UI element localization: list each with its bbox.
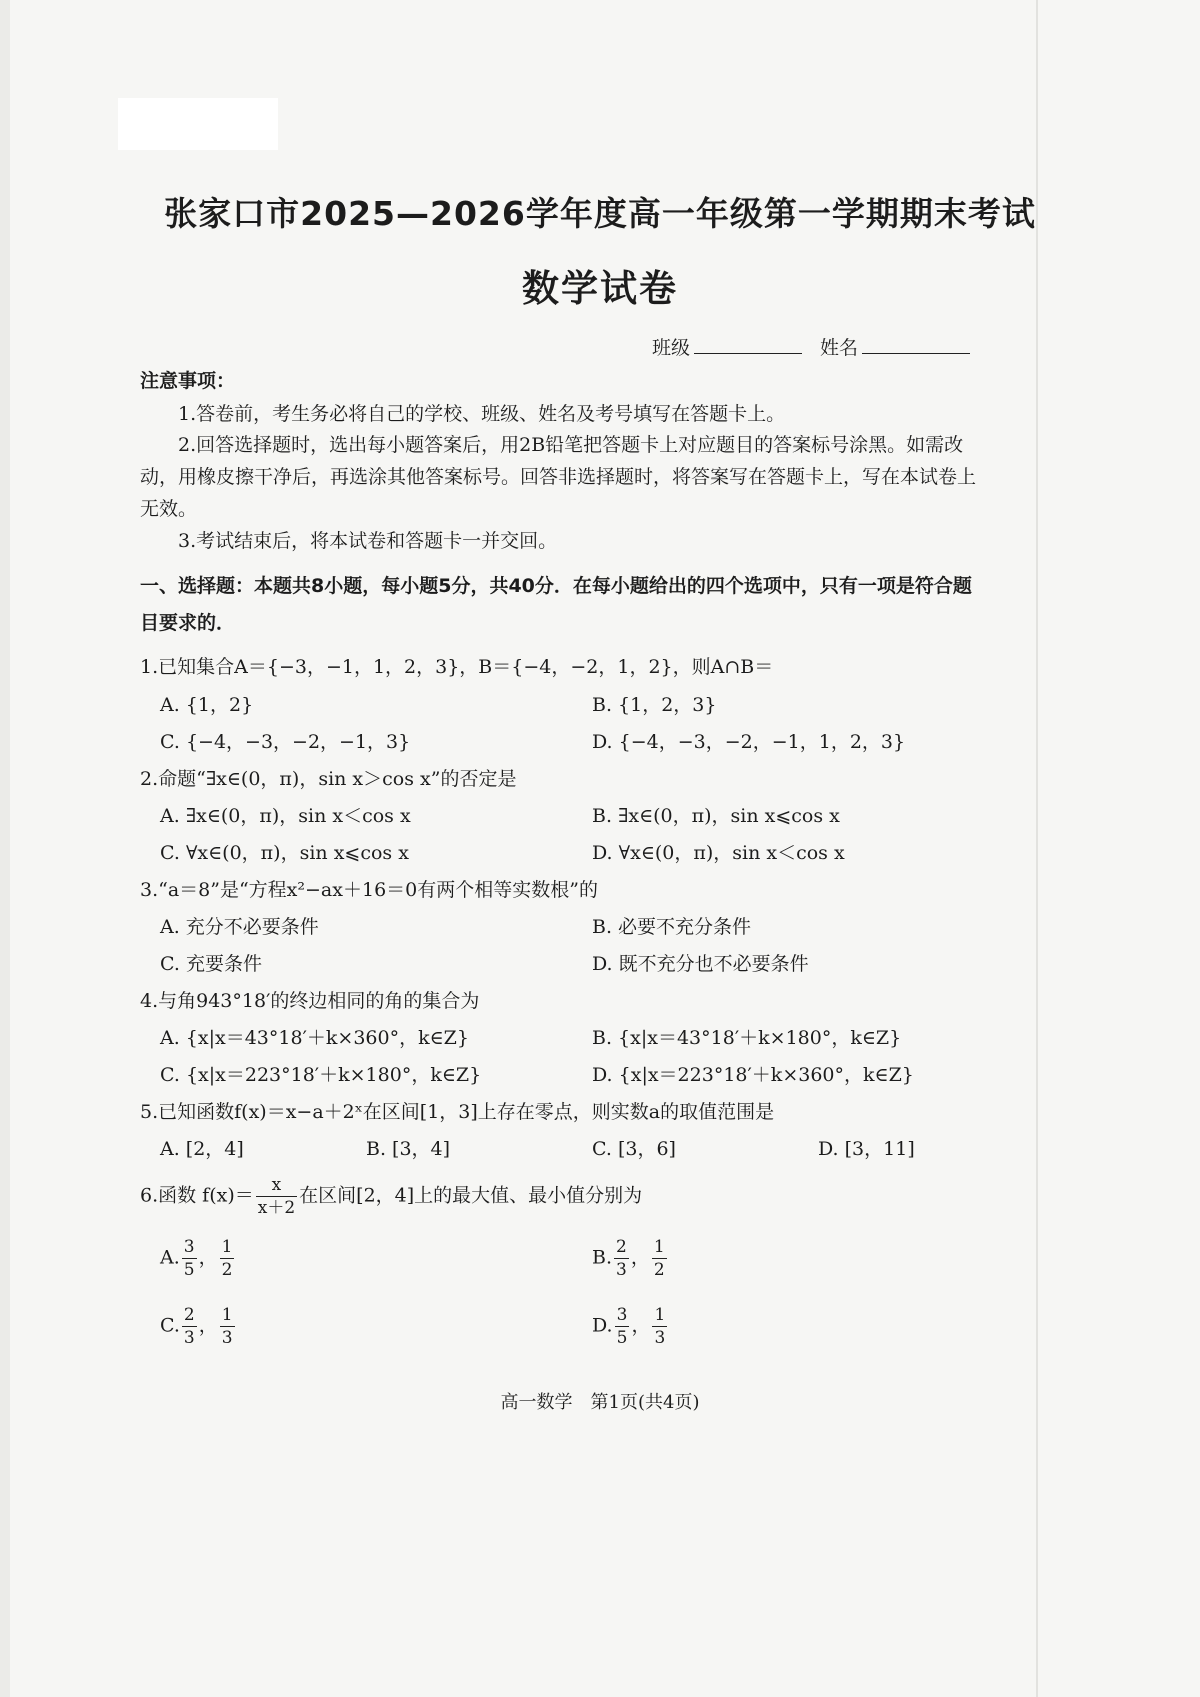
- fraction-numerator: 1: [221, 1305, 233, 1325]
- question-3-option-d: D. 既不充分也不必要条件: [592, 953, 809, 975]
- question-6-stem: [140, 1174, 642, 1219]
- question-3-option-c: C. 充要条件: [160, 953, 262, 975]
- blank-patch: [118, 98, 278, 150]
- question-2-option-a: A. ∃x∈(0，π)，sin x＜cos x: [160, 805, 411, 827]
- option-fraction-min: [220, 1236, 235, 1281]
- fraction-denominator: x＋2: [257, 1198, 296, 1218]
- name-blank: [862, 335, 970, 354]
- option-fraction-max: [182, 1304, 197, 1349]
- fraction-numerator: 1: [653, 1237, 665, 1257]
- notice-3: 3.考试结束后，将本试卷和答题卡一并交回。: [178, 530, 558, 552]
- question-6-fraction: [256, 1174, 297, 1219]
- name-label: 姓名: [820, 337, 859, 359]
- question-5-option-b: B. [3，4]: [366, 1138, 451, 1160]
- question-2-option-d: D. ∀x∈(0，π)，sin x＜cos x: [592, 842, 845, 864]
- option-label: B.: [592, 1246, 613, 1269]
- option-fraction-min: [652, 1304, 667, 1349]
- section-heading: 一、选择题：本题共8小题，每小题5分，共40分．在每小题给出的四个选项中，只有一项是符合题目要求的．: [140, 575, 972, 634]
- question-3-stem: 3.“a＝8”是“方程x²−ax＋16＝0有两个相等实数根”的: [140, 879, 598, 901]
- question-3-option-a: A. 充分不必要条件: [160, 916, 319, 938]
- fraction-denominator: 2: [221, 1260, 233, 1280]
- option-label: C.: [160, 1314, 180, 1337]
- question-1-stem: 1.已知集合A＝{−3，−1，1，2，3}，B＝{−4，−2，1，2}，则A∩B＝: [140, 656, 774, 678]
- question-6-option-b: B. $\frac{2}{3}$ ， $\frac{1}{2}$: [592, 1237, 665, 1280]
- question-6-option-c: C. $\frac{2}{3}$ ， $\frac{1}{3}$: [160, 1305, 233, 1348]
- question-4-option-b: B. {x|x＝43°18′＋k×180°，k∈Z}: [592, 1027, 902, 1049]
- fraction-denominator: 5: [183, 1260, 195, 1280]
- question-4-option-c: C. {x|x＝223°18′＋k×180°，k∈Z}: [160, 1064, 482, 1086]
- fraction-numerator: 1: [221, 1237, 233, 1257]
- question-3-option-b: B. 必要不充分条件: [592, 916, 752, 938]
- fraction-denominator: 2: [653, 1260, 665, 1280]
- fraction-denominator: 3: [616, 1260, 627, 1280]
- fraction-numerator: 3: [183, 1237, 195, 1257]
- fraction-numerator: 2: [183, 1305, 195, 1325]
- question-6-option-d: D. $\frac{3}{5}$ ， $\frac{1}{3}$: [592, 1305, 666, 1348]
- class-name-line: [652, 333, 988, 360]
- question-6-option-a: A. $\frac{3}{5}$ ， $\frac{1}{2}$: [160, 1237, 233, 1280]
- scan-edge: [0, 0, 10, 1697]
- notice-1: 1.答卷前，考生务必将自己的学校、班级、姓名及考号填写在答题卡上。: [178, 403, 786, 425]
- question-2-option-b: B. ∃x∈(0，π)，sin x⩽cos x: [592, 805, 840, 827]
- option-fraction-min: [220, 1304, 235, 1349]
- question-5-option-d: D. [3，11]: [818, 1138, 915, 1160]
- question-1-option-c: C. {−4，−3，−2，−1，3}: [160, 731, 411, 753]
- question-5-option-c: C. [3，6]: [592, 1138, 676, 1160]
- class-blank: [694, 335, 802, 354]
- fraction-numerator: x: [256, 1174, 297, 1197]
- fraction-denominator: 3: [654, 1328, 666, 1348]
- fraction-numerator: 1: [654, 1305, 666, 1325]
- notice-heading: 注意事项：: [140, 370, 236, 392]
- exam-subject-title: 数学试卷: [522, 267, 678, 310]
- question-1-option-d: D. {−4，−3，−2，−1，1，2，3}: [592, 731, 906, 753]
- exam-title: 张家口市2025—2026学年度高一年级第一学期期末考试: [164, 194, 1036, 233]
- fraction-denominator: 3: [183, 1328, 195, 1348]
- option-fraction-max: [182, 1236, 197, 1281]
- option-label: D.: [592, 1314, 613, 1337]
- fold-line: [1036, 0, 1038, 1697]
- option-label: A.: [160, 1246, 180, 1269]
- page-footer: 高一数学 第1页(共4页): [500, 1392, 700, 1413]
- question-5-stem: 5.已知函数f(x)＝x−a＋2ˣ在区间[1，3]上存在零点，则实数a的取值范围是: [140, 1101, 775, 1123]
- question-2-option-c: C. ∀x∈(0，π)，sin x⩽cos x: [160, 842, 409, 864]
- fraction-denominator: 3: [221, 1328, 233, 1348]
- fraction-numerator: 3: [616, 1305, 628, 1325]
- question-6-stem-post: 在区间[2，4]上的最大值、最小值分别为: [299, 1184, 643, 1207]
- class-label: 班级: [652, 337, 691, 359]
- fraction-numerator: 2: [616, 1237, 627, 1257]
- question-6-stem-pre: 6.函数 f(x)＝: [140, 1184, 254, 1207]
- question-5-option-a: A. [2，4]: [160, 1138, 244, 1160]
- option-fraction-max: [614, 1236, 629, 1281]
- fraction-denominator: 5: [616, 1328, 628, 1348]
- question-4-option-d: D. {x|x＝223°18′＋k×360°，k∈Z}: [592, 1064, 914, 1086]
- option-fraction-max: [615, 1304, 630, 1349]
- question-2-stem: 2.命题“∃x∈(0，π)，sin x＞cos x”的否定是: [140, 768, 517, 790]
- option-fraction-min: [652, 1236, 667, 1281]
- question-4-stem: 4.与角943°18′的终边相同的角的集合为: [140, 990, 480, 1012]
- question-1-option-a: A. {1，2}: [160, 694, 254, 716]
- question-4-option-a: A. {x|x＝43°18′＋k×360°，k∈Z}: [160, 1027, 469, 1049]
- question-1-option-b: B. {1，2，3}: [592, 694, 717, 716]
- notice-2: 2.回答选择题时，选出每小题答案后，用2B铅笔把答题卡上对应题目的答案标号涂黑。如需改动，用橡皮擦干净后，再选涂其他答案标号。回答非选择题时，将答案写在答题卡上，写在本试卷上无效。: [140, 434, 977, 520]
